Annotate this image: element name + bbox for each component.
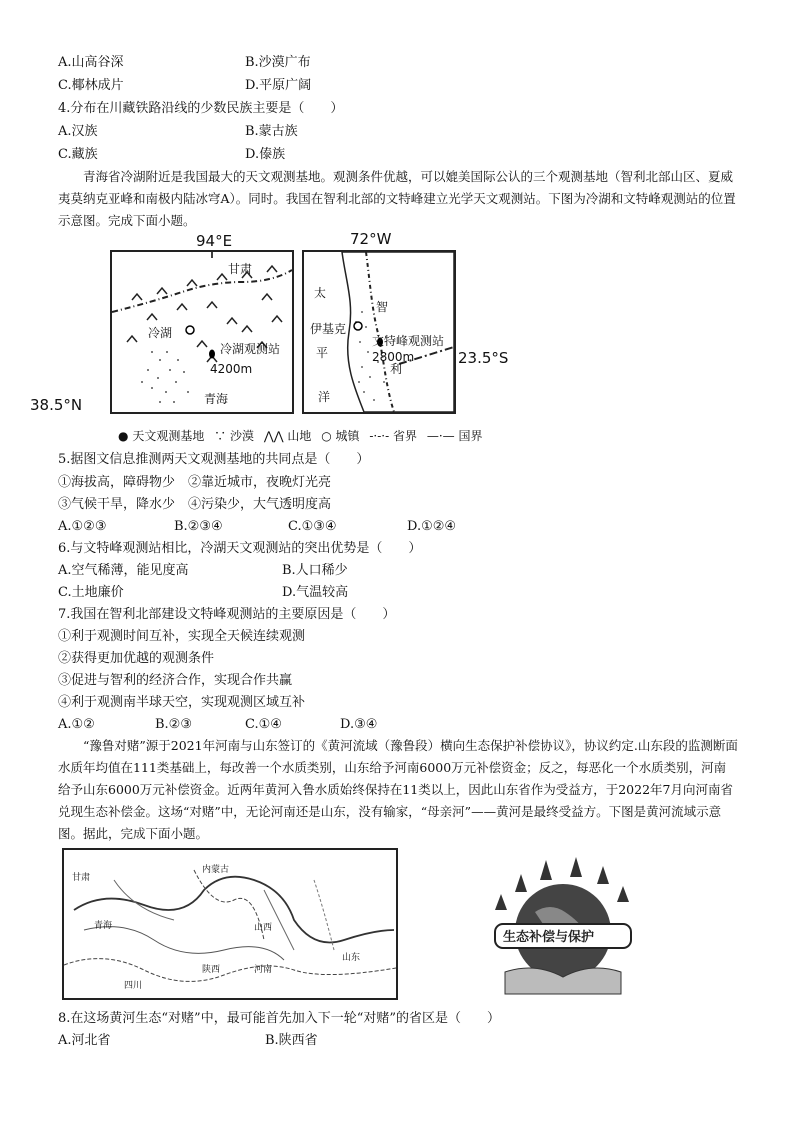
- latitude-label-right: 23.5°S: [458, 349, 509, 367]
- label-map2-shaanxi: 陕西: [202, 965, 221, 975]
- q7-option-b: B.②③: [155, 717, 192, 732]
- q4-option-c: C.藏族: [58, 147, 98, 162]
- lenghu-map: [110, 250, 294, 414]
- label-map2-shandong: 山东: [342, 953, 361, 963]
- q8-option-b: B.陕西省: [265, 1033, 318, 1048]
- label-yijike: 伊基克: [310, 322, 347, 336]
- province-border-icon: -·-·-: [369, 429, 390, 443]
- q6-option-c: C.土地廉价: [58, 585, 124, 600]
- passage-yellow-river: “豫鲁对赌”源于2021年河南与山东签订的《黄河流域（豫鲁段）横向生态保护补偿协议》，协议约定.山东段的监测断面水质年均值在111类基础上，每改善一个水质类别，山东给予河南6000万元补偿资金；反之，每恶化一个水质类别，河南给予山东6000万元补偿资金。近两年黄河入鲁水质始终保持在11类以上，因此山东省作为受益方，于2022年7月向河南省兑现生态补偿金。这场“对赌”中，无论河南还是山东，没有输家，“母亲河”——黄河是最终受益方。下图是黄河流域示意图。据此，完成下面小题。: [58, 738, 738, 841]
- label-yang: 洋: [318, 390, 331, 404]
- label-map2-gansu: 甘肃: [72, 873, 91, 883]
- q6-option-b: B.人口稀少: [282, 563, 348, 578]
- wente-map: [302, 250, 456, 414]
- label-map2-henan: 河南: [254, 965, 273, 975]
- q6-option-a: A.空气稀薄，能见度高: [58, 563, 189, 578]
- passage-astronomy: 青海省冷湖附近是我国最大的天文观测基地。观测条件优越，可以媲美国际公认的三个观测基地（智利北部山区、夏威夷莫纳克亚峰和南极内陆冰穹A）。同时。我国在智利北部的文特峰建立光学天文观测站。下图为冷湖和文特峰观测站的位置示意图。完成下面小题。: [58, 169, 736, 228]
- q7-statement-2: ②获得更加优越的观测条件: [58, 651, 215, 666]
- q7-statement-3: ③促进与智利的经济合作，实现合作共赢: [58, 673, 293, 688]
- legend-desert: 沙漠: [230, 429, 255, 443]
- label-map2-sichuan: 四川: [124, 981, 143, 991]
- q3-option-c: C.椰林成片: [58, 78, 124, 93]
- q7-statement-4: ④利于观测南半球天空，实现观测区域互补: [58, 695, 306, 710]
- legend-town: 城镇: [335, 429, 360, 443]
- q5-statements-12: ①海拔高，障碍物少 ②靠近城市，夜晚灯光亮: [58, 475, 332, 490]
- label-lenghu-altitude: 4200m: [210, 362, 253, 376]
- q3-option-b: B.沙漠广布: [245, 55, 311, 70]
- q3-option-d: D.平原广阔: [245, 78, 312, 93]
- label-map2-qinghai: 青海: [94, 921, 113, 931]
- national-border-icon: —·—: [426, 429, 455, 443]
- legend-national-border: 国界: [458, 429, 483, 443]
- label-ping: 平: [316, 346, 329, 360]
- label-tai: 太: [314, 286, 327, 300]
- q5-option-c: C.①③④: [288, 519, 337, 534]
- yellow-river-map: [62, 848, 398, 1000]
- label-map2-neimenggu: 内蒙古: [202, 865, 230, 875]
- q4-stem: 4.分布在川藏铁路沿线的少数民族主要是（ ）: [58, 101, 344, 116]
- label-map2-shanxi: 山西: [254, 923, 273, 933]
- label-gansu: 甘肃: [228, 262, 253, 276]
- eco-compensation-poster: [475, 852, 650, 1000]
- yellow-river-map-drawing: [64, 850, 396, 998]
- label-zhi: 智: [376, 300, 389, 314]
- q5-statements-34: ③气候干旱，降水少 ④污染少，大气透明度高: [58, 497, 332, 512]
- map-legend: [118, 427, 483, 444]
- poster-title: 生态补偿与保护: [503, 930, 595, 945]
- q7-option-d: D.③④: [340, 717, 378, 732]
- label-wente-altitude: 2800m: [372, 350, 415, 364]
- q7-statement-1: ①利于观测时间互补，实现全天候连续观测: [58, 629, 306, 644]
- q8-option-a: A.河北省: [58, 1033, 111, 1048]
- label-wente-station: 文特峰观测站: [372, 334, 445, 348]
- longitude-label-right: 72°W: [350, 230, 392, 248]
- desert-icon: ∵: [214, 429, 227, 443]
- town-icon: ○: [321, 429, 332, 443]
- q6-stem: 6.与文特峰观测站相比，冷湖天文观测站的突出优势是（ ）: [58, 541, 422, 556]
- lenghu-map-drawing: [112, 252, 292, 412]
- q3-option-a: A.山高谷深: [58, 55, 124, 70]
- label-li: 利: [390, 362, 403, 376]
- legend-province-border: 省界: [392, 429, 417, 443]
- q8-stem: 8.在这场黄河生态“对赌”中，最可能首先加入下一轮“对赌”的省区是（ ）: [58, 1011, 500, 1026]
- q4-option-b: B.蒙古族: [245, 124, 298, 139]
- q7-option-a: A.①②: [58, 717, 95, 732]
- q4-option-a: A.汉族: [58, 124, 98, 139]
- q6-option-d: D.气温较高: [282, 585, 349, 600]
- latitude-label-left: 38.5°N: [30, 396, 83, 414]
- label-lenghu-station: 冷湖观测站: [220, 342, 281, 356]
- q5-option-b: B.②③④: [174, 519, 223, 534]
- legend-mountain: 山地: [287, 429, 312, 443]
- label-lenghu-town: 冷湖: [148, 326, 173, 340]
- legend-observatory: 天文观测基地: [132, 429, 205, 443]
- q7-option-c: C.①④: [245, 717, 282, 732]
- mountain-icon: ⋀⋀: [263, 429, 284, 443]
- label-qinghai: 青海: [204, 392, 229, 406]
- q7-stem: 7.我国在智利北部建设文特峰观测站的主要原因是（ ）: [58, 607, 396, 622]
- longitude-label-left: 94°E: [196, 232, 233, 250]
- q5-option-d: D.①②④: [407, 519, 457, 534]
- q5-option-a: A.①②③: [58, 519, 107, 534]
- observatory-icon: ●: [118, 429, 129, 443]
- q5-stem: 5.据图文信息推测两天文观测基地的共同点是（ ）: [58, 452, 370, 467]
- q4-option-d: D.傣族: [245, 147, 286, 162]
